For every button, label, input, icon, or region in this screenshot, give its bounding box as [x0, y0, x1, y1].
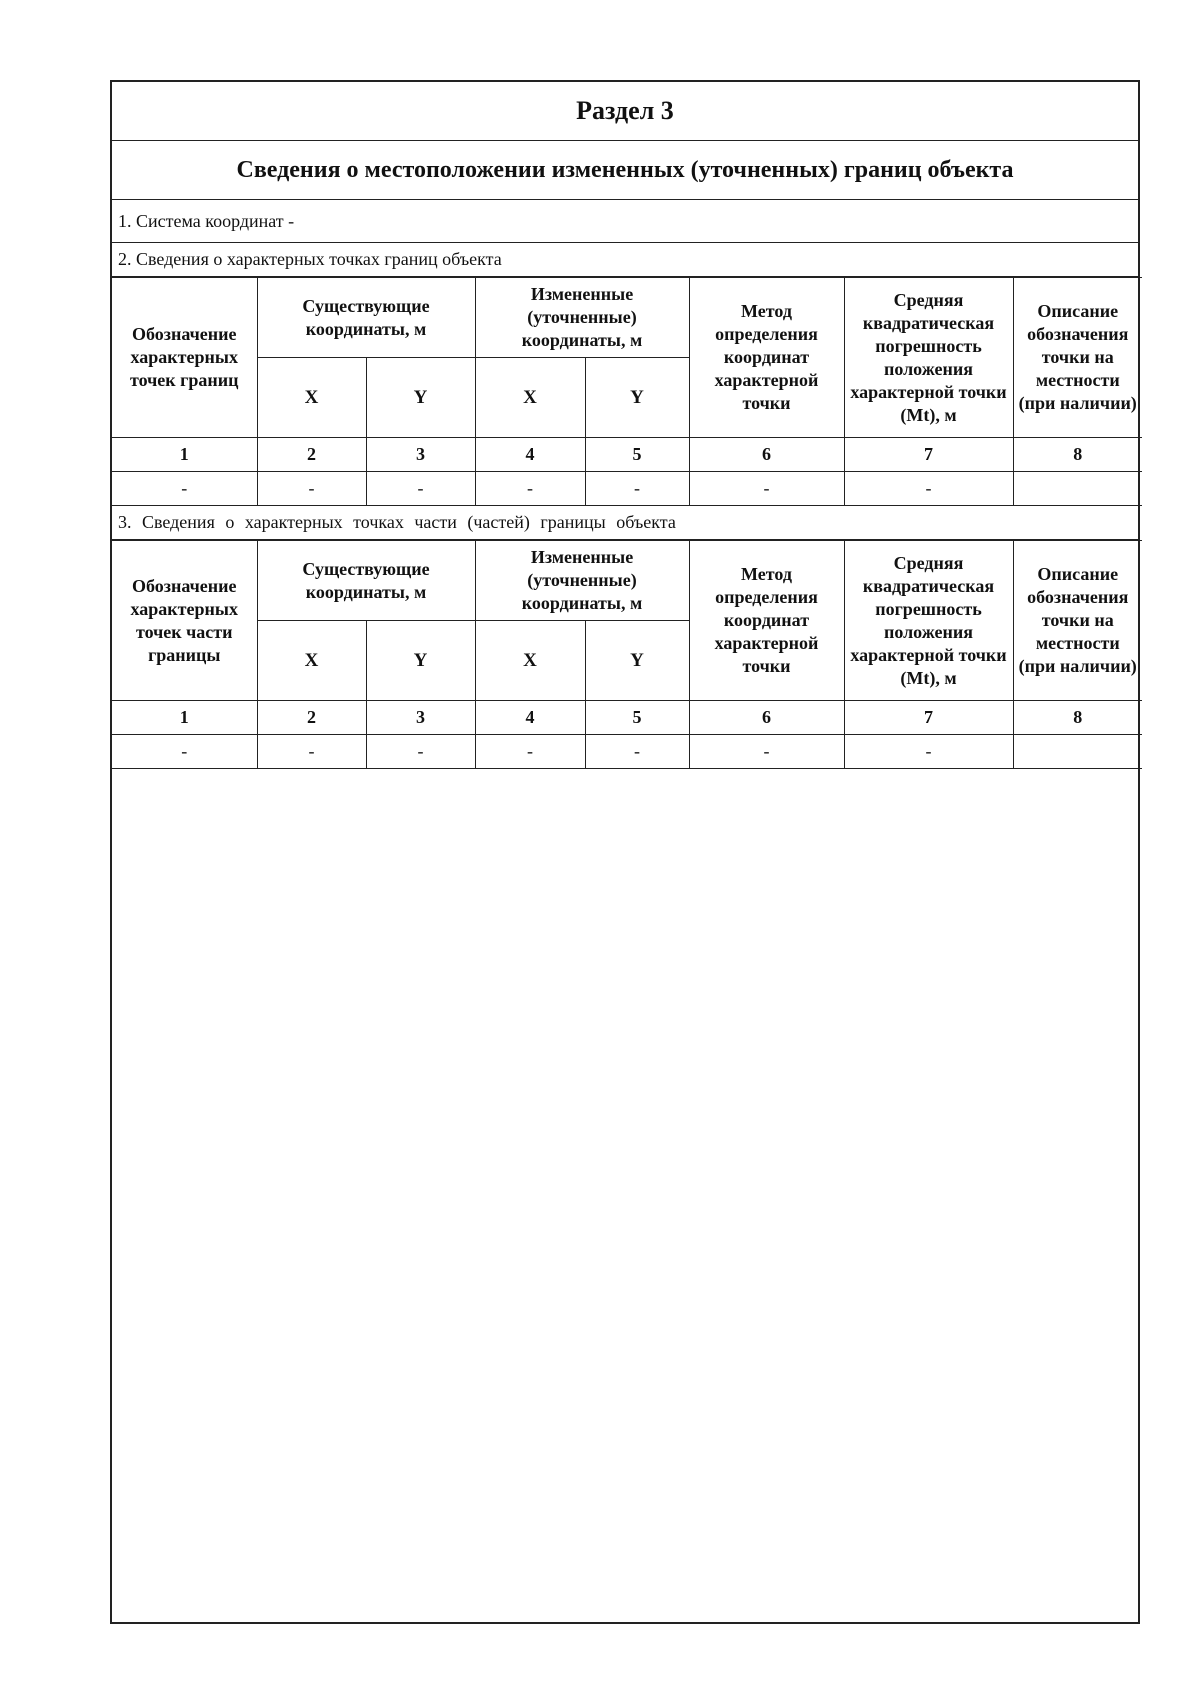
table-boundary-part-points — [112, 540, 1142, 769]
column-number: 6 — [689, 438, 844, 472]
coordinate-system-line: 1. Система координат - — [112, 200, 1138, 243]
column-numbers-row — [112, 438, 1142, 472]
column-numbers-row — [112, 701, 1142, 735]
column-number: 2 — [257, 701, 366, 735]
column-number: 1 — [112, 701, 257, 735]
column-number: 3 — [366, 701, 475, 735]
header-existing-coords: Существующие координаты, м — [257, 541, 475, 621]
column-number: 1 — [112, 438, 257, 472]
header-method: Метод определения координат характерной точки — [689, 541, 844, 701]
table-cell: - — [585, 472, 689, 506]
header-changed-coords: Измененные (уточненные) координаты, м — [475, 541, 689, 621]
table-cell: - — [366, 735, 475, 769]
column-number: 4 — [475, 438, 585, 472]
table-cell: - — [844, 472, 1013, 506]
header-designation: Обозначение характерных точек границ — [112, 278, 257, 438]
table-row — [112, 735, 1142, 769]
header-changed-coords: Измененные (уточненные) координаты, м — [475, 278, 689, 358]
table-cell: - — [257, 472, 366, 506]
column-number: 8 — [1013, 438, 1142, 472]
header-existing-coords: Существующие координаты, м — [257, 278, 475, 358]
column-number: 6 — [689, 701, 844, 735]
table-cell: - — [585, 735, 689, 769]
table-cell: - — [689, 472, 844, 506]
header-y-existing: Y — [366, 621, 475, 701]
column-number: 5 — [585, 438, 689, 472]
header-description: Описание обозначения точки на местности (при наличии) — [1013, 541, 1142, 701]
column-number: 7 — [844, 438, 1013, 472]
table-cell: - — [689, 735, 844, 769]
table-cell: - — [844, 735, 1013, 769]
column-number: 2 — [257, 438, 366, 472]
header-y-changed: Y — [585, 358, 689, 438]
header-method: Метод определения координат характерной точки — [689, 278, 844, 438]
header-x-existing: X — [257, 621, 366, 701]
column-number: 7 — [844, 701, 1013, 735]
document-frame — [110, 80, 1140, 1624]
table-cell: - — [112, 735, 257, 769]
column-number: 5 — [585, 701, 689, 735]
table-cell: - — [475, 735, 585, 769]
table2-label: 3. Сведения о характерных точках части (частей) границы объекта — [112, 506, 1138, 540]
table-cell — [1013, 735, 1142, 769]
header-x-existing: X — [257, 358, 366, 438]
section-subtitle: Сведения о местоположении измененных (уточненных) границ объекта — [112, 141, 1138, 200]
header-designation: Обозначение характерных точек части границы — [112, 541, 257, 701]
table1-label: 2. Сведения о характерных точках границ объекта — [112, 243, 1138, 277]
header-x-changed: X — [475, 621, 585, 701]
column-number: 8 — [1013, 701, 1142, 735]
header-y-existing: Y — [366, 358, 475, 438]
table-row — [112, 472, 1142, 506]
section-title: Раздел 3 — [112, 82, 1138, 141]
header-x-changed: X — [475, 358, 585, 438]
table-cell: - — [257, 735, 366, 769]
table-cell: - — [112, 472, 257, 506]
header-description: Описание обозначения точки на местности (при наличии) — [1013, 278, 1142, 438]
header-error: Средняя квадратическая погрешность положения характерной точки (Mt), м — [844, 541, 1013, 701]
table-cell — [1013, 472, 1142, 506]
column-number: 4 — [475, 701, 585, 735]
header-y-changed: Y — [585, 621, 689, 701]
header-error: Средняя квадратическая погрешность положения характерной точки (Mt), м — [844, 278, 1013, 438]
table-boundary-points — [112, 277, 1142, 506]
column-number: 3 — [366, 438, 475, 472]
table-cell: - — [366, 472, 475, 506]
table-cell: - — [475, 472, 585, 506]
